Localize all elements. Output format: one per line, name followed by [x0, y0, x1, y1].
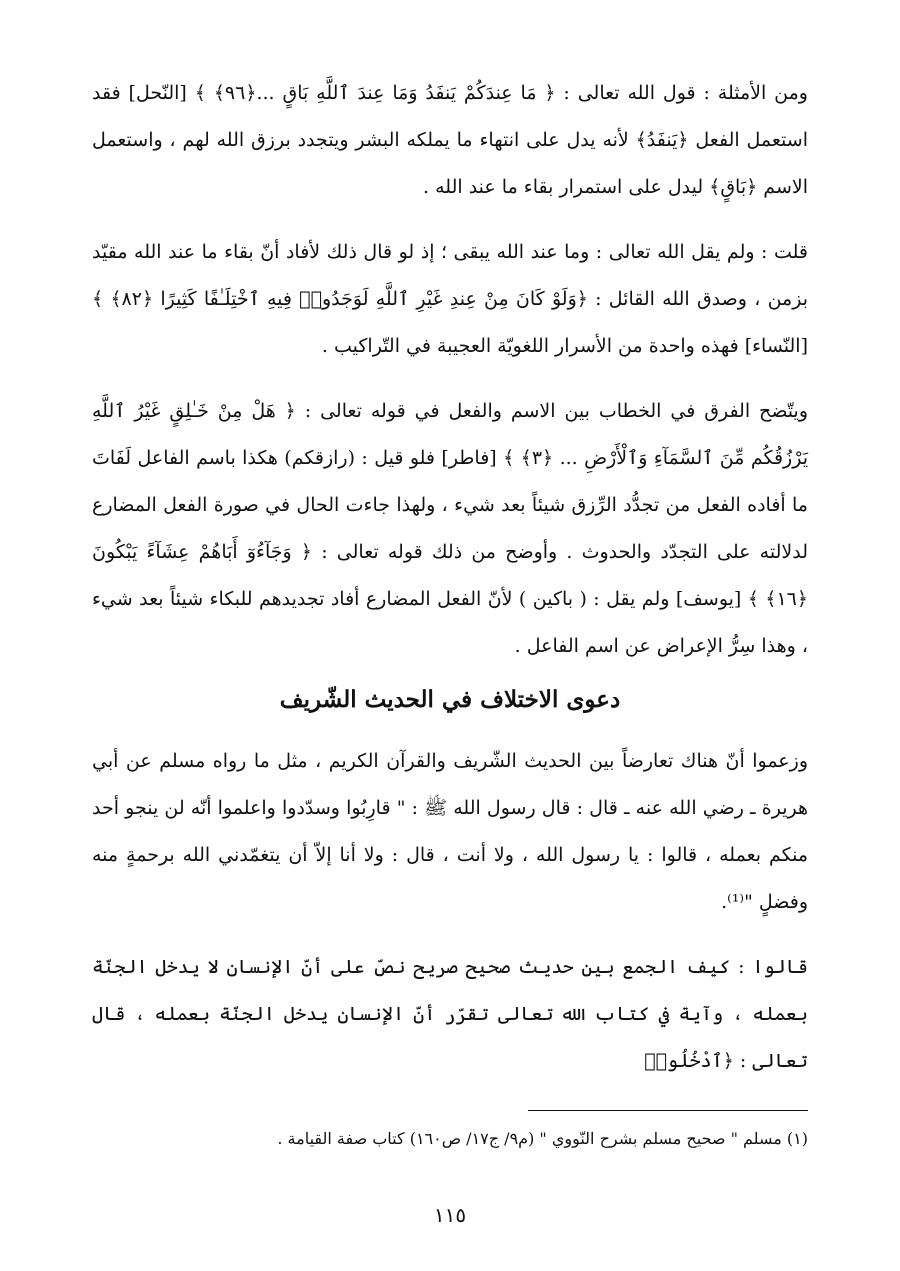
paragraph-2: قلت : ولم يقل الله تعالى : وما عند الله يبقى ؛ إذ لو قال ذلك لأفاد أنّ بقاء ما عند الله مقيّد بزمن ، وصدق الله القائل : ﴿وَلَوْ كَانَ مِنْ عِندِ غَيْرِ ٱللَّهِ لَوَجَدُوا۟ فِيهِ ٱخْتِلَـٰفًا كَثِيرًا ﴿٨٢﴾ ﴾ [النّساء] فهذه واحدة من الأسرار اللغويّة العجيبة في التّراكيب . — [92, 241, 808, 357]
paragraph-gap — [92, 211, 808, 229]
paragraph-5: قالوا : كيف الجمع بين حديث صحيح صريح نصّ على أنّ الإنسان لا يدخل الجنّة بعمله ، وآية في كتاب الله تعالى تقرّر أنّ الإنسان يدخل الجنّة بعمله ، قال تعالى : ﴿ٱدْخُلُوا۟ — [92, 956, 808, 1072]
paragraph-4: وزعموا أنّ هناك تعارضاً بين الحديث الشّريف والقرآن الكريم ، مثل ما رواه مسلم عن أبي هريرة ـ رضي الله عنه ـ قال : قال رسول الله ﷺ : " قارِبُوا وسدّدوا واعلموا أنّه لن ينجو أحد منكم بعمله ، قالوا : يا رسول الله ، ولا أنت ، قال : ولا أنا إلاّ أن يتغمّدني الله برحمةٍ منه وفضلٍ "⁽¹⁾. — [92, 750, 808, 913]
section-heading: دعوى الاختلاف في الحديث الشّريف — [279, 686, 621, 713]
paragraph-1: ومن الأمثلة : قول الله تعالى : ﴿ مَا عِندَكُمْ يَنفَدُ وَمَا عِندَ ٱللَّهِ بَاقٍ ...﴿٩٦﴾ ﴾ [النّحل] فقد استعمل الفعل ﴿يَنفَدُ﴾ لأنه يدل على انتهاء ما يملكه البشر ويتجدد برزق الله لهم ، واستعمل الاسم ﴿بَاقٍ﴾ ليدل على استمرار بقاء ما عند الله . — [92, 82, 808, 198]
paragraph-gap — [92, 370, 808, 388]
paragraph-3: ويتّضح الفرق في الخطاب بين الاسم والفعل في قوله تعالى : ﴿ هَلْ مِنْ خَـٰلِقٍ غَيْرُ ٱللَّهِ يَرْزُقُكُم مِّنَ ٱلسَّمَآءِ وَٱلْأَرْضِ ... ﴿٣﴾ ﴾ [فاطر] فلو قيل : (رازقكم) هكذا باسم الفاعل لَفَاتَ ما أفاده الفعل من تجدُّد الرِّزق شيئاً بعد شيء ، ولهذا جاءت الحال في صورة الفعل المضارع لدلالته على التجدّد والحدوث . وأوضح من ذلك قوله تعالى : ﴿ وَجَآءُوٓ أَبَاهُمْ عِشَآءً يَبْكُونَ ﴿١٦﴾ ﴾ [يوسف] ولم يقل : ( باكين ) لأنّ الفعل المضارع أفاد تجديدهم للبكاء شيئاً بعد شيء ، وهذا سِرُّ الإعراض عن اسم الفاعل . — [92, 400, 809, 657]
paragraph-gap — [92, 926, 808, 944]
page-number: ١١٥ — [433, 1203, 467, 1227]
footnote-divider — [528, 1110, 808, 1111]
page-body — [92, 70, 808, 1085]
footnote: (١) مسلم " صحيح مسلم بشرح النّووي " (م٩/ ج١٧/ ص١٦٠) كتاب صفة القيامة . — [277, 1129, 808, 1148]
